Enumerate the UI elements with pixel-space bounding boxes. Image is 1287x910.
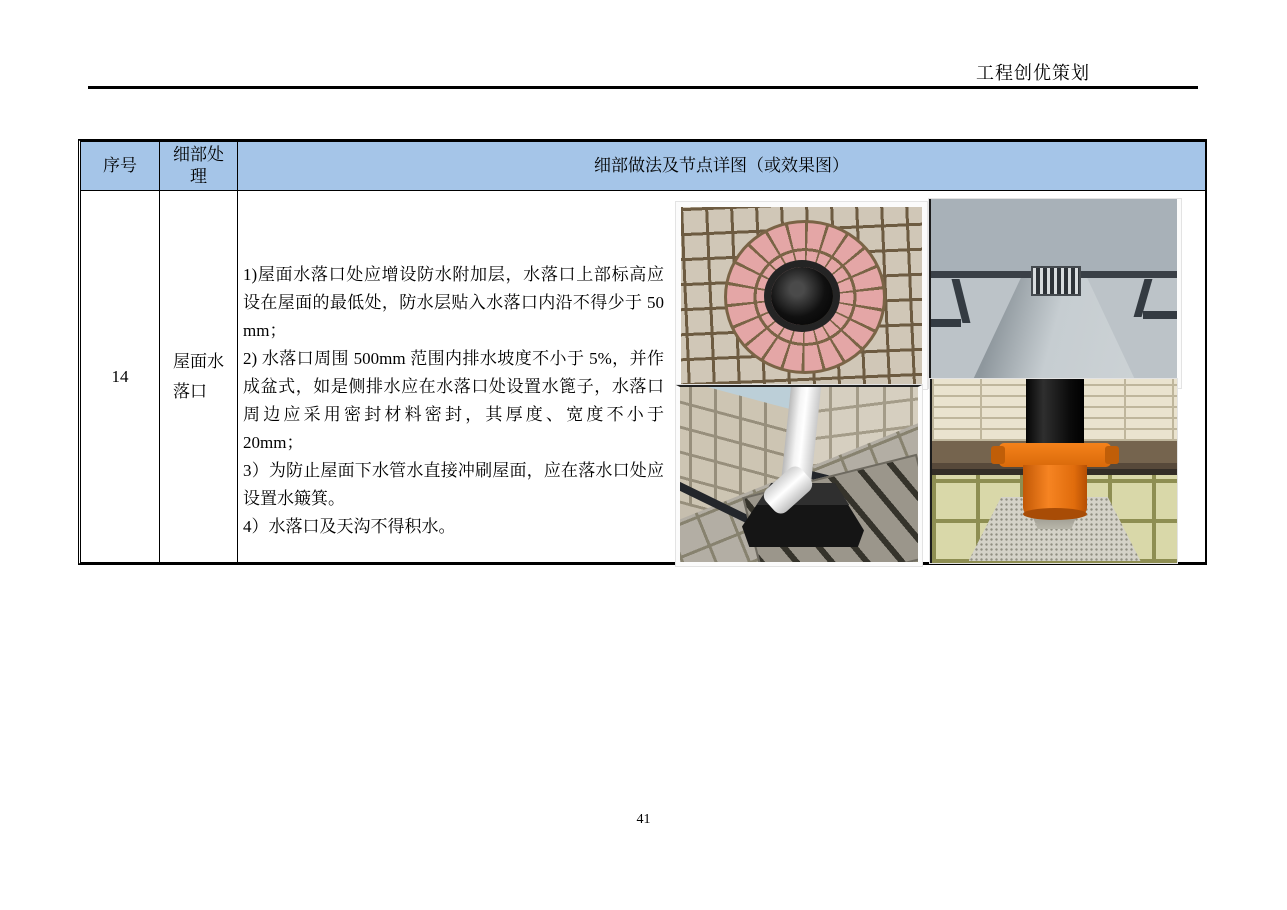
- notes-block: [243, 261, 664, 541]
- photo-downpipe-splash-pan: [676, 385, 922, 566]
- note-4: 4）水落口及天沟不得积水。: [243, 517, 456, 536]
- photo-roof-drain-circular: [676, 202, 927, 389]
- detail-name-cell: [160, 191, 238, 562]
- note-1: 1)屋面水落口处应增设防水附加层，水落口上部标高应设在屋面的最低处，防水层贴入水落口内沿不得少于 50 mm；: [243, 265, 664, 340]
- expansion-joint-left-vertical: [952, 279, 971, 323]
- row-number-cell: 14: [81, 191, 160, 562]
- note-2: 2) 水落口周围 500mm 范围内排水坡度不小于 5%，并作成盆式，如是侧排水应在水落口处设置水篦子，水落口周边应采用密封材料密封，其厚度、宽度不小于 20mm；: [243, 349, 664, 452]
- orange-outlet-pipe: [1023, 465, 1087, 517]
- detail-name: 屋面水落口: [173, 351, 224, 401]
- column-header-no: 序号: [81, 142, 160, 190]
- column-header-detail-label: 细部处理: [172, 145, 224, 186]
- photo-basin-drain-grate: [929, 199, 1181, 388]
- page-header-title: 工程创优策划: [976, 63, 1090, 83]
- note-3: 3）为防止屋面下水管水直接冲刷屋面，应在落水口处应设置水簸箕。: [243, 461, 664, 508]
- table-row: [81, 191, 1205, 562]
- column-header-detail: [160, 142, 238, 190]
- drain-cover: [771, 267, 833, 325]
- header-rule: [88, 86, 1198, 89]
- detail-table: [78, 139, 1207, 565]
- expansion-joint-left-horizontal: [931, 319, 961, 327]
- drain-grate: [1031, 266, 1081, 296]
- photo-downpipe-stone-pan: [930, 379, 1177, 563]
- column-header-description: 细部做法及节点详图（或效果图）: [594, 156, 849, 175]
- orange-pipe-coupling: [999, 443, 1111, 467]
- page-number: 41: [636, 812, 651, 827]
- expansion-joint-right-horizontal: [1143, 311, 1177, 319]
- table-header-row: [81, 142, 1205, 191]
- detail-description-cell: [238, 191, 1205, 562]
